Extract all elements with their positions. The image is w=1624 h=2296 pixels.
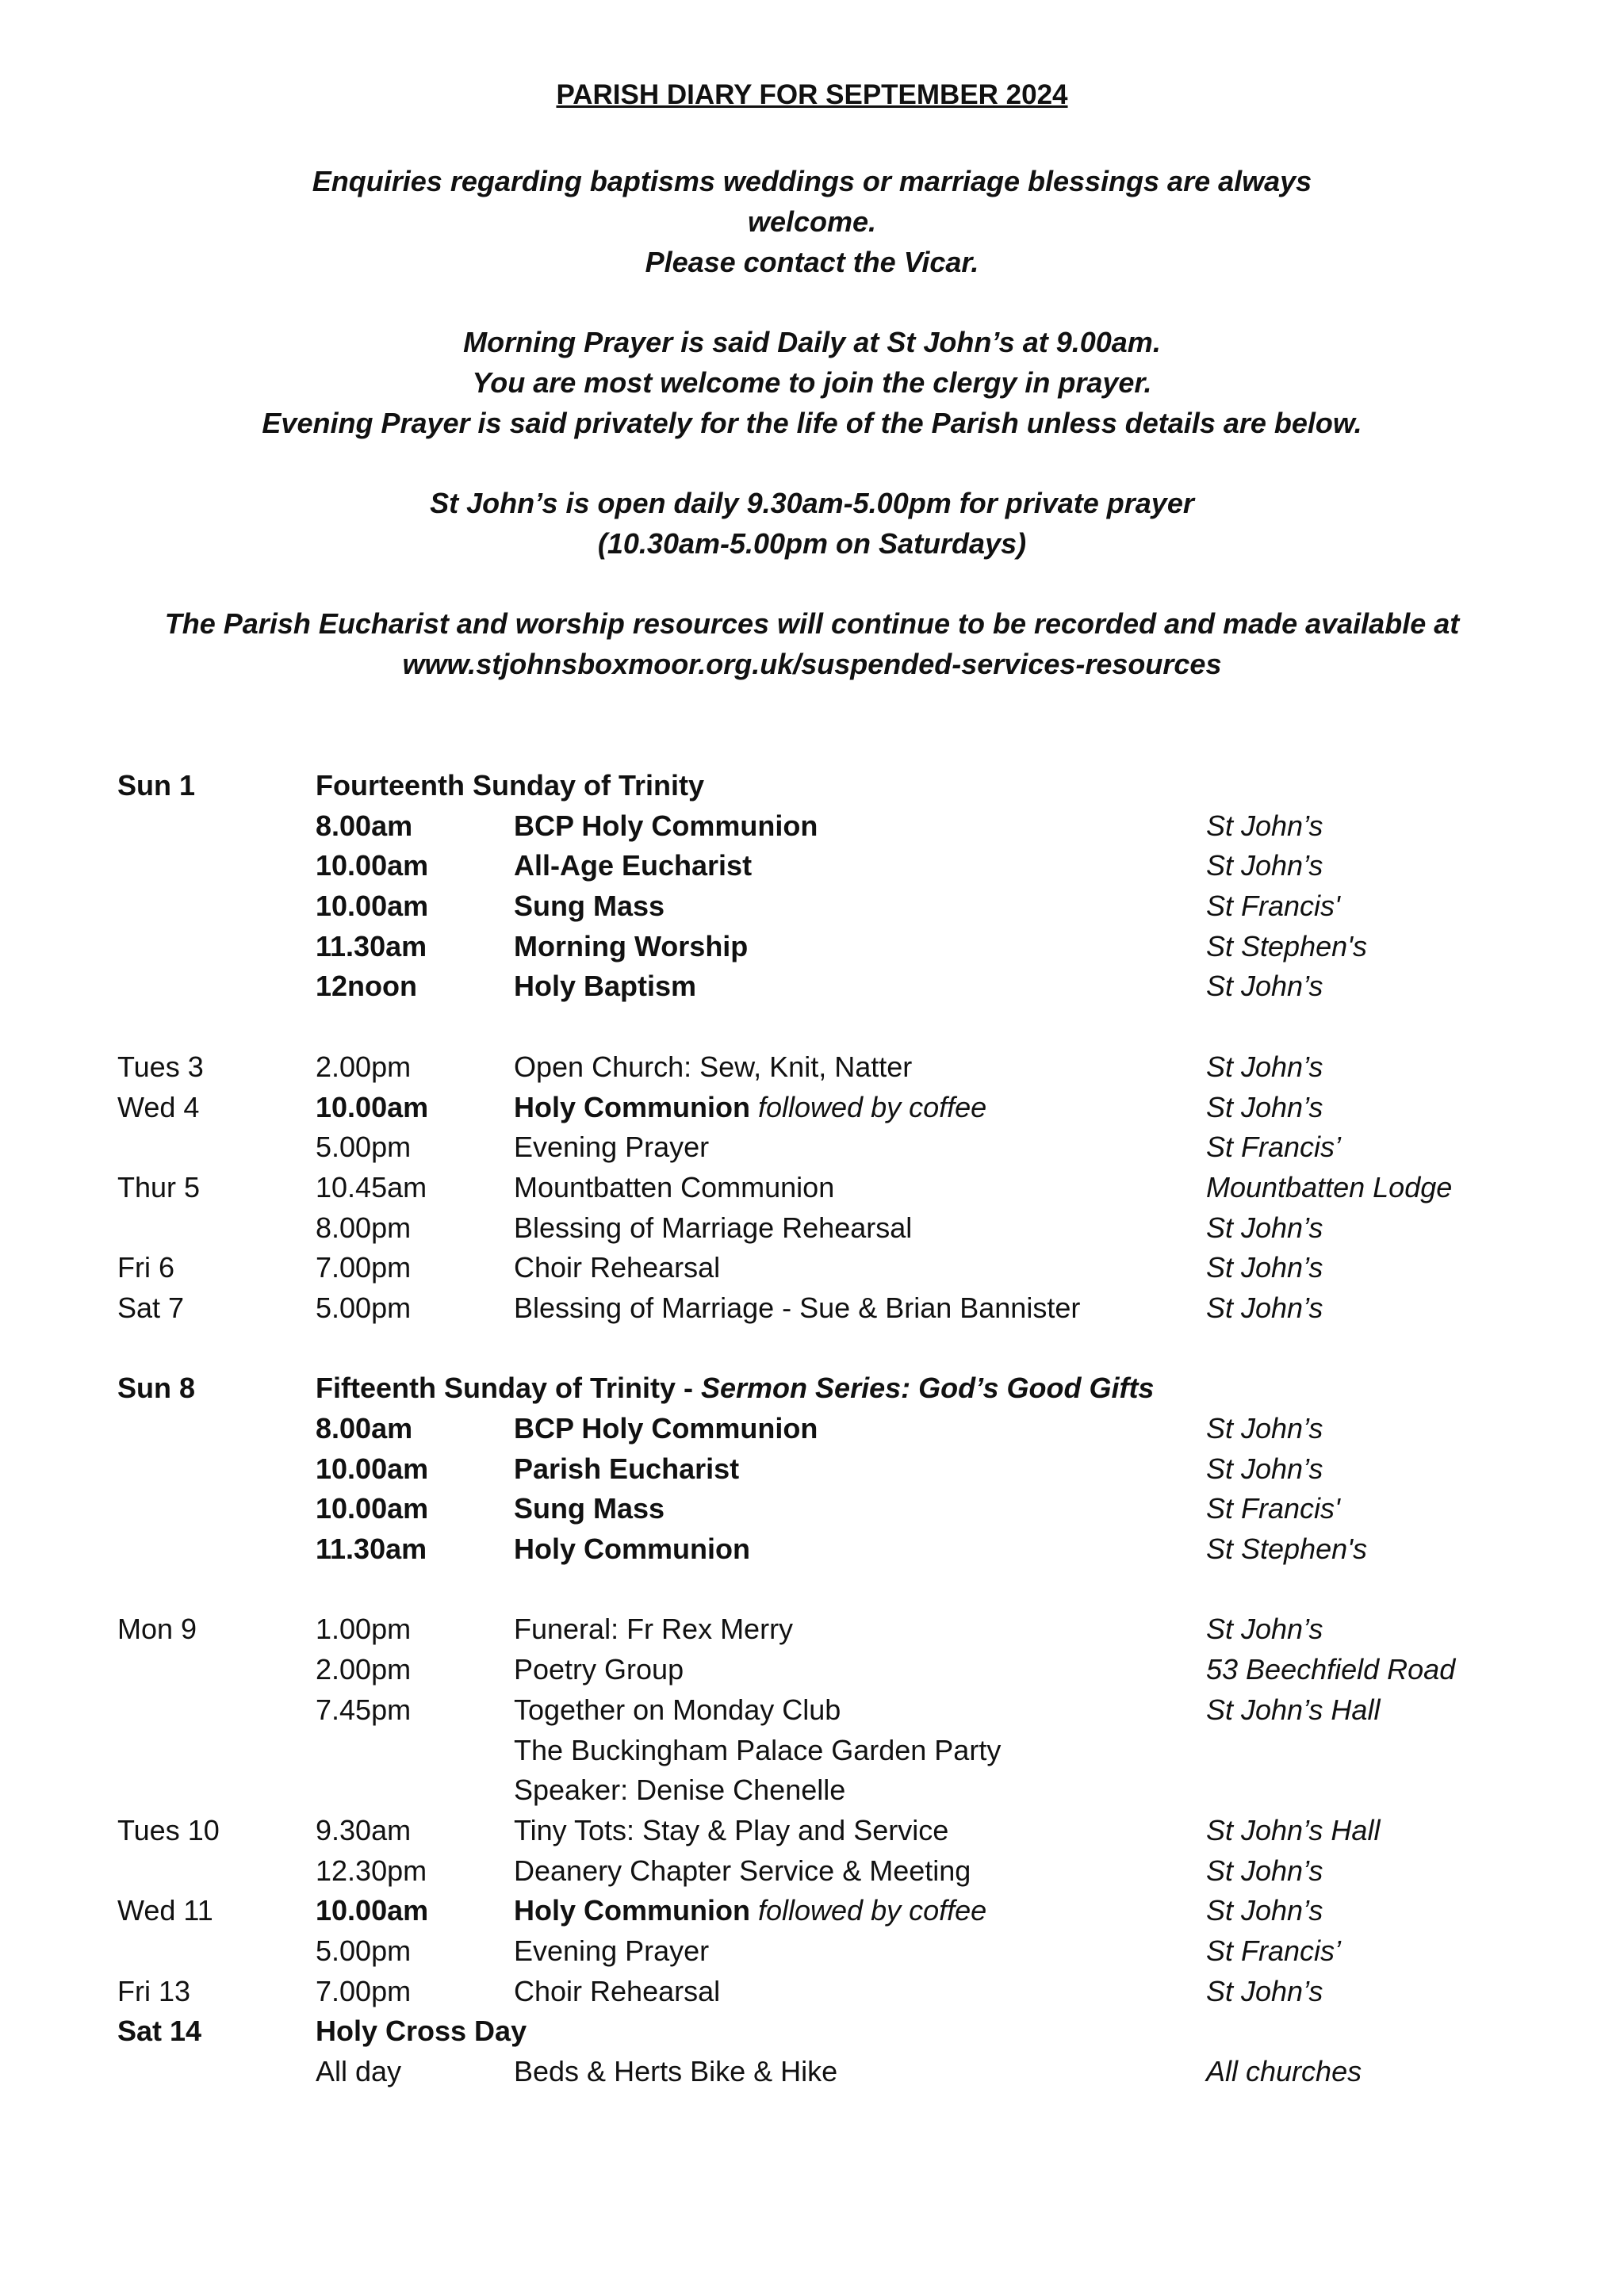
event-time: 5.00pm	[316, 1131, 412, 1164]
event-time: 12.30pm	[316, 1854, 427, 1887]
event-name: Choir Rehearsal	[514, 1251, 721, 1284]
spacer	[117, 1007, 1545, 1047]
event-time: 9.30am	[316, 1813, 412, 1846]
event-time: 7.45pm	[316, 1693, 412, 1726]
day-label: Fri 13	[117, 1974, 191, 2007]
event-name: Parish Eucharist	[514, 1452, 740, 1485]
diary-entry-row	[117, 1891, 1545, 1931]
event-venue: St Francis’	[1206, 1131, 1342, 1164]
event-name: BCP Holy Communion	[514, 809, 818, 842]
event-venue: St John’s Hall	[1206, 1813, 1381, 1846]
diary-entry-row	[117, 927, 1545, 967]
event-time: 12noon	[316, 970, 418, 1003]
day-label: Thur 5	[117, 1170, 201, 1203]
event-name: Blessing of Marriage Rehearsal	[514, 1211, 913, 1244]
event-name: The Buckingham Palace Garden Party	[514, 1733, 1002, 1766]
event-name: Holy Communion	[514, 1533, 750, 1566]
diary-entry-row	[117, 1529, 1545, 1570]
diary-entry-row	[117, 886, 1545, 927]
diary-entry-row	[117, 1168, 1545, 1208]
event-venue: St John’s	[1206, 1894, 1323, 1927]
day-label: Fri 6	[117, 1251, 174, 1284]
event-name: Together on Monday Club	[514, 1693, 841, 1726]
diary-entry-row	[117, 1972, 1545, 2012]
event-venue: St John’s	[1206, 1974, 1323, 2007]
event-time: 10.00am	[316, 890, 429, 923]
intro-line: The Parish Eucharist and worship resources will continue to be recorded and made available at	[164, 607, 1460, 640]
intro-line: Please contact the Vicar.	[645, 246, 979, 278]
diary-entry-row	[117, 1409, 1545, 1449]
diary-entry-row	[117, 1650, 1545, 1690]
intro-line: St John’s is open daily 9.30am-5.00pm for private prayer	[430, 487, 1194, 519]
event-time: 10.45am	[316, 1170, 427, 1203]
event-name: Mountbatten Communion	[514, 1170, 835, 1203]
event-name: Speaker: Denise Chenelle	[514, 1774, 846, 1807]
event-time: 2.00pm	[316, 1653, 412, 1686]
event-venue: St John’s	[1206, 809, 1323, 842]
event-venue: St John’s	[1206, 1412, 1323, 1445]
intro-line: Morning Prayer is said Daily at St John’s at 9.00am.	[463, 326, 1161, 358]
event-name: Funeral: Fr Rex Merry	[514, 1613, 794, 1646]
diary-entry-row	[117, 2052, 1545, 2092]
intro-morning-prayer	[0, 322, 1624, 443]
diary-entry-row	[117, 846, 1545, 886]
spacer	[117, 1329, 1545, 1369]
event-time: 10.00am	[316, 1492, 429, 1525]
event-venue: St Francis’	[1206, 1934, 1342, 1967]
event-name: Sung Mass	[514, 890, 665, 923]
event-time: 5.00pm	[316, 1934, 412, 1967]
event-venue: St John’s Hall	[1206, 1693, 1381, 1726]
diary-entry-row	[117, 1208, 1545, 1249]
event-venue: St John’s	[1206, 1251, 1323, 1284]
event-venue: St Francis'	[1206, 1492, 1340, 1525]
day-label: Wed 4	[117, 1090, 200, 1123]
day-label: Sun 1	[117, 769, 196, 802]
event-time: 11.30am	[316, 929, 427, 962]
event-note: followed by coffee	[749, 1090, 987, 1123]
event-venue: St John’s	[1206, 1291, 1323, 1324]
diary-entry-row	[117, 1288, 1545, 1329]
day-label: Wed 11	[117, 1894, 213, 1927]
diary-entry-row	[117, 1127, 1545, 1168]
intro-line: (10.30am-5.00pm on Saturdays)	[597, 527, 1027, 560]
intro-line: You are most welcome to join the clergy in prayer.	[472, 366, 1152, 399]
event-venue: Mountbatten Lodge	[1206, 1170, 1453, 1203]
diary-entry-row	[117, 1851, 1545, 1892]
event-name-main: Holy Communion	[514, 1090, 750, 1123]
event-venue: All churches	[1206, 2055, 1362, 2087]
event-name: Blessing of Marriage - Sue & Brian Bannister	[514, 1291, 1081, 1324]
diary-entry-row	[117, 1088, 1545, 1128]
event-venue: St Stephen's	[1206, 929, 1368, 962]
event-name: Beds & Herts Bike & Hike	[514, 2055, 838, 2087]
day-heading: Holy Cross Day	[316, 2015, 527, 2048]
event-time: 2.00pm	[316, 1050, 412, 1083]
event-name: Evening Prayer	[514, 1131, 710, 1164]
intro-enquiries	[0, 161, 1624, 282]
diary-entry-row	[117, 1609, 1545, 1650]
event-time: 8.00am	[316, 809, 413, 842]
diary-entry-row	[117, 1811, 1545, 1851]
intro-opening-hours	[0, 483, 1624, 564]
event-venue: St Francis'	[1206, 890, 1340, 923]
day-heading-row	[117, 766, 1545, 806]
event-time: 8.00am	[316, 1412, 413, 1445]
day-label: Sat 7	[117, 1291, 185, 1324]
event-name: Tiny Tots: Stay & Play and Service	[514, 1813, 949, 1846]
day-heading-row	[117, 1368, 1545, 1409]
event-note: followed by coffee	[749, 1894, 987, 1927]
diary-entry-row	[117, 1690, 1545, 1731]
intro-line: welcome.	[747, 205, 877, 238]
event-name: Morning Worship	[514, 929, 749, 962]
event-time: 1.00pm	[316, 1613, 412, 1646]
day-heading-row	[117, 2011, 1545, 2052]
event-name: Deanery Chapter Service & Meeting	[514, 1854, 971, 1887]
event-venue: St John’s	[1206, 1090, 1323, 1123]
event-time: 8.00pm	[316, 1211, 412, 1244]
diary-entry-row	[117, 1449, 1545, 1490]
event-name: BCP Holy Communion	[514, 1412, 818, 1445]
diary-entry-row	[117, 1047, 1545, 1088]
event-venue: St John’s	[1206, 970, 1323, 1003]
event-time: 7.00pm	[316, 1251, 412, 1284]
event-venue: St John’s	[1206, 1613, 1323, 1646]
day-heading: Fifteenth Sunday of Trinity - Sermon Series: God’s Good Gifts	[316, 1372, 1155, 1405]
diary-entry-row	[117, 1931, 1545, 1972]
diary-table	[117, 766, 1545, 2092]
event-name: Evening Prayer	[514, 1934, 710, 1967]
day-label: Mon 9	[117, 1613, 197, 1646]
event-name: Poetry Group	[514, 1653, 684, 1686]
event-name: Holy Baptism	[514, 970, 697, 1003]
event-time: 10.00am	[316, 849, 429, 882]
page-title: PARISH DIARY FOR SEPTEMBER 2024	[556, 79, 1068, 110]
diary-entry-row	[117, 966, 1545, 1007]
event-name	[514, 1088, 986, 1128]
day-label: Sat 14	[117, 2015, 202, 2048]
event-time: 11.30am	[316, 1533, 427, 1566]
event-name: Choir Rehearsal	[514, 1974, 721, 2007]
event-time: All day	[316, 2055, 402, 2087]
diary-entry-row	[117, 1770, 1545, 1811]
event-time: 7.00pm	[316, 1974, 412, 2007]
event-time: 10.00am	[316, 1090, 429, 1123]
day-label: Tues 3	[117, 1050, 204, 1083]
day-heading: Fourteenth Sunday of Trinity	[316, 769, 705, 802]
event-name: Sung Mass	[514, 1492, 665, 1525]
event-name: All-Age Eucharist	[514, 849, 753, 882]
event-venue: St John’s	[1206, 1050, 1323, 1083]
event-time: 10.00am	[316, 1894, 429, 1927]
sermon-series: Sermon Series: God’s Good Gifts	[701, 1372, 1155, 1405]
intro-resources	[0, 603, 1624, 684]
intro-line: Evening Prayer is said privately for the life of the Parish unless details are below.	[262, 407, 1362, 439]
event-time: 10.00am	[316, 1452, 429, 1485]
day-label: Tues 10	[117, 1813, 220, 1846]
event-venue: St John’s	[1206, 849, 1323, 882]
event-name: Open Church: Sew, Knit, Natter	[514, 1050, 913, 1083]
spacer	[117, 1570, 1545, 1610]
intro-line: Enquiries regarding baptisms weddings or marriage blessings are always	[312, 165, 1312, 197]
event-venue: St John’s	[1206, 1211, 1323, 1244]
event-name-main: Holy Communion	[514, 1894, 750, 1927]
diary-entry-row	[117, 1731, 1545, 1771]
event-venue: St John’s	[1206, 1452, 1323, 1485]
event-time: 5.00pm	[316, 1291, 412, 1324]
event-venue: St Stephen's	[1206, 1533, 1368, 1566]
event-venue: 53 Beechfield Road	[1206, 1653, 1456, 1686]
day-label: Sun 8	[117, 1372, 196, 1405]
resources-link[interactable]: www.stjohnsboxmoor.org.uk/suspended-services-resources	[402, 648, 1222, 680]
diary-entry-row	[117, 1489, 1545, 1529]
diary-entry-row	[117, 806, 1545, 847]
event-name	[514, 1891, 986, 1931]
event-venue: St John’s	[1206, 1854, 1323, 1887]
diary-entry-row	[117, 1248, 1545, 1288]
